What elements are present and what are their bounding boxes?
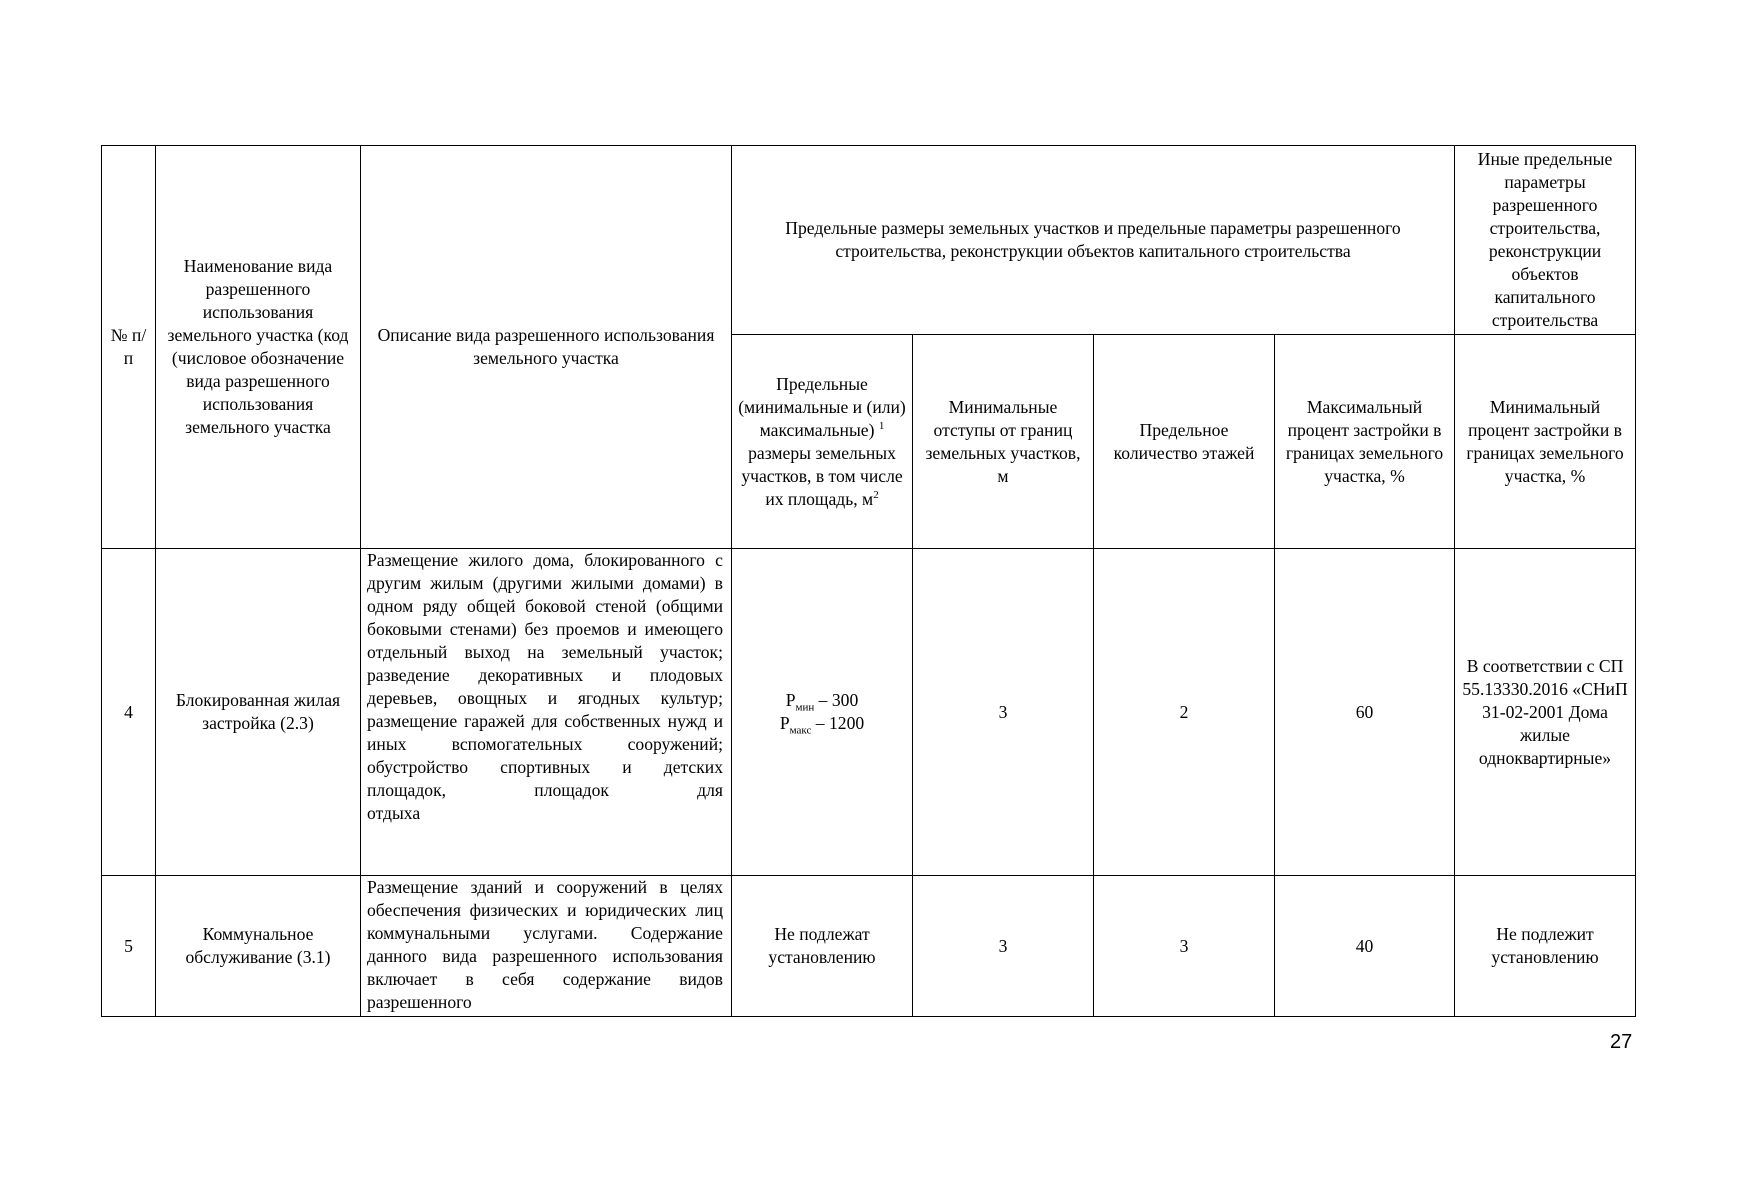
row-num: 5 [102,876,156,1017]
footnote-1: 1 [878,419,885,432]
row-num: 4 [102,549,156,876]
row-name: Коммунальное обслуживание (3.1) [156,876,361,1017]
row-min-pct: Не подлежит установлению [1455,876,1636,1017]
header-max-pct: Максимальный процент застройки в границах земельного участка, % [1275,335,1455,549]
header-offsets: Минимальные отступы от границ земельных участков, м [913,335,1094,549]
size-max-sub: макс [789,724,812,737]
header-description: Описание вида разрешенного использования земельного участка [361,146,732,549]
row-max-pct: 40 [1275,876,1455,1017]
header-sizes-b: размеры земельных участков, в том числе их площадь, м [741,442,903,509]
header-num: № п/п [102,146,156,549]
square-superscript: 2 [873,488,879,501]
header-min-pct: Минимальный процент застройки в границах земельного участка, % [1455,335,1636,549]
header-name: Наименование вида разрешенного использования земельного участка (код (числовое обозначение вида разрешенного использования земельного участка [156,146,361,549]
size-min-symbol: P [785,690,796,710]
row-description: Размещение зданий и сооружений в целях обеспечения физических и юридических лиц коммунальными услугами. Содержание данного вида разрешенного использования включает в себя содержание видов разрешенного [361,876,732,1017]
row-max-pct: 60 [1275,549,1455,876]
page-number: 27 [1610,1031,1633,1053]
row-offsets: 3 [913,549,1094,876]
row-description [361,549,732,876]
table-row [102,549,1636,876]
header-group: Предельные размеры земельных участков и предельные параметры разрешенного строительства, реконструкции объектов капитального строительства [732,146,1455,335]
header-floors: Предельное количество этажей [1094,335,1275,549]
row-floors: 3 [1094,876,1275,1017]
header-other: Иные предельные параметры разрешенного строительства, реконструкции объектов капитального строительства [1455,146,1636,335]
table-row [102,876,1636,1017]
row-sizes [732,549,913,876]
land-use-table [101,145,1636,1017]
row-min-pct: В соответствии с СП 55.13330.2016 «СНиП 31-02-2001 Дома жилые одноквартирные» [1455,549,1636,876]
row-description-last: отдыха [367,803,421,823]
row-name: Блокированная жилая застройка (2.3) [156,549,361,876]
size-min-sub: мин [795,701,815,714]
size-max-symbol: P [779,713,790,733]
row-description-text: Размещение жилого дома, блокированного с другим жилым (другими жилыми домами) в одном ряду общей боковой стеной (общими боковыми стенами) без проемов и имеющего отдельный выход на земельный участок; разведение декоративных и плодовых деревьев, овощных и ягодных культур; размещение гаражей для собственных нужд и иных вспомогательных сооружений; обустройство спортивных и детских площадок, площадок для [367,550,723,800]
row-offsets: 3 [913,876,1094,1017]
size-min-value: – 300 [814,690,859,710]
row-sizes: Не подлежат установлению [732,876,913,1017]
header-sizes-a: Предельные (минимальные и (или) максимальные) [738,373,906,440]
row-floors: 2 [1094,549,1275,876]
header-sizes [732,335,913,549]
size-max-value: – 1200 [811,713,865,733]
